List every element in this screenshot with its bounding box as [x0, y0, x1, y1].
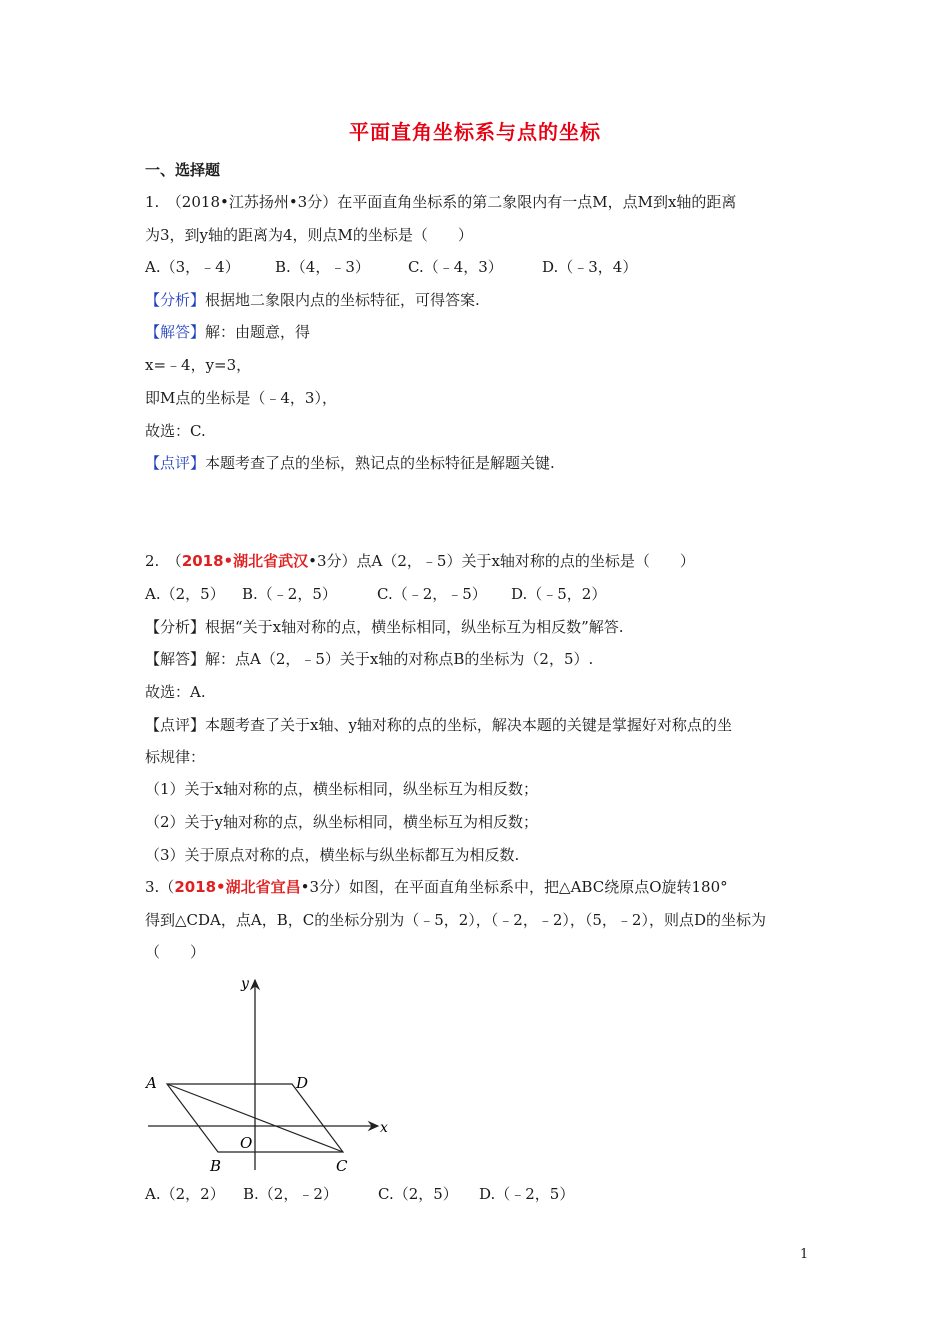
- q2-option-d: D.（﹣5，2）: [511, 585, 607, 603]
- q3-stem-text: •3分）如图，在平面直角坐标系中，把△ABC绕原点O旋转180°: [300, 878, 728, 896]
- q1-review-text: 本题考查了点的坐标，熟记点的坐标特征是解题关键.: [205, 454, 555, 472]
- q3-coordinate-figure: [140, 970, 400, 1175]
- q2-stem-text: •3分）点A（2，﹣5）关于x轴对称的点的坐标是（ ）: [308, 552, 695, 570]
- q1-option-c: C.（﹣4，3）: [408, 258, 503, 276]
- q3-stem-line2: 得到△CDA，点A，B，C的坐标分别为（﹣5，2），（﹣2，﹣2），（5，﹣2），则点D的坐标为: [145, 911, 766, 929]
- q1-answer-text: 解：由题意，得: [205, 323, 311, 341]
- q2-option-c: C.（﹣2，﹣5）: [377, 585, 487, 603]
- q1-step2: 即M点的坐标是（﹣4，3），: [145, 389, 337, 407]
- page-title: 平面直角坐标系与点的坐标: [349, 120, 601, 144]
- page-number: 1: [800, 1247, 809, 1262]
- q3-source: 2018•湖北省宜昌: [174, 878, 301, 896]
- q1-stem-line1: 1. （2018•江苏扬州•3分）在平面直角坐标系的第二象限内有一点M，点M到x轴的距离: [145, 193, 737, 211]
- q3-options: [145, 1184, 815, 1204]
- label-x: x: [380, 1120, 388, 1136]
- q3-stem-line3: （ ）: [145, 943, 206, 961]
- label-y: y: [241, 976, 249, 992]
- q1-choice: 故选：C.: [145, 422, 206, 440]
- q2-number: 2. （: [145, 552, 182, 570]
- label-b: B: [210, 1157, 222, 1175]
- q2-rule1: （1）关于x轴对称的点，横坐标相同，纵坐标互为相反数；: [145, 780, 539, 798]
- q1-review-tag: 【点评】: [145, 454, 206, 472]
- q1-review: [145, 453, 815, 473]
- q1-answer-tag: 【解答】: [145, 323, 206, 341]
- q2-option-a: A.（2，5）: [145, 585, 225, 603]
- q3-stem-line1: [145, 877, 815, 897]
- q3-option-a: A.（2，2）: [145, 1185, 225, 1203]
- q2-rule2: （2）关于y轴对称的点，纵坐标相同，横坐标互为相反数；: [145, 813, 539, 831]
- label-origin: O: [240, 1134, 253, 1152]
- q2-review-line1: 【点评】本题考查了关于x轴、y轴对称的点的坐标，解决本题的关键是掌握好对称点的坐: [145, 716, 732, 734]
- q2-options: [145, 584, 815, 604]
- q2-answer: 【解答】解：点A（2，﹣5）关于x轴的对称点B的坐标为（2，5）.: [145, 650, 594, 668]
- q1-analysis: [145, 290, 815, 310]
- q1-stem-line2: 为3，到y轴的距离为4，则点M的坐标是（ ）: [145, 226, 473, 244]
- q1-answer: [145, 322, 815, 342]
- label-a: A: [146, 1074, 157, 1092]
- q1-option-a: A.（3，﹣4）: [145, 258, 240, 276]
- q1-analysis-tag: 【分析】: [145, 291, 206, 309]
- q3-option-d: D.（﹣2，5）: [479, 1185, 575, 1203]
- q1-option-b: B.（4，﹣3）: [275, 258, 370, 276]
- q1-step1: x=﹣4，y=3，: [145, 356, 252, 374]
- q2-choice: 故选：A.: [145, 683, 206, 701]
- q2-option-b: B.（﹣2，5）: [242, 585, 337, 603]
- label-d: D: [296, 1074, 309, 1092]
- section-heading: 一、选择题: [145, 161, 221, 179]
- q2-stem: [145, 551, 815, 571]
- q3-option-b: B.（2，﹣2）: [243, 1185, 338, 1203]
- q1-options: [145, 257, 815, 277]
- q2-rule3: （3）关于原点对称的点，横坐标与纵坐标都互为相反数.: [145, 846, 520, 864]
- q2-source: 2018•湖北省武汉: [181, 552, 309, 570]
- q1-analysis-text: 根据地二象限内点的坐标特征，可得答案.: [205, 291, 480, 309]
- q3-option-c: C.（2，5）: [378, 1185, 458, 1203]
- q2-review-line2: 标规律：: [145, 748, 206, 766]
- label-c: C: [336, 1157, 348, 1175]
- q2-analysis: 【分析】根据“关于x轴对称的点，横坐标相同，纵坐标互为相反数”解答.: [145, 618, 624, 636]
- q3-number: 3.（: [145, 878, 175, 896]
- q1-option-d: D.（﹣3，4）: [542, 258, 638, 276]
